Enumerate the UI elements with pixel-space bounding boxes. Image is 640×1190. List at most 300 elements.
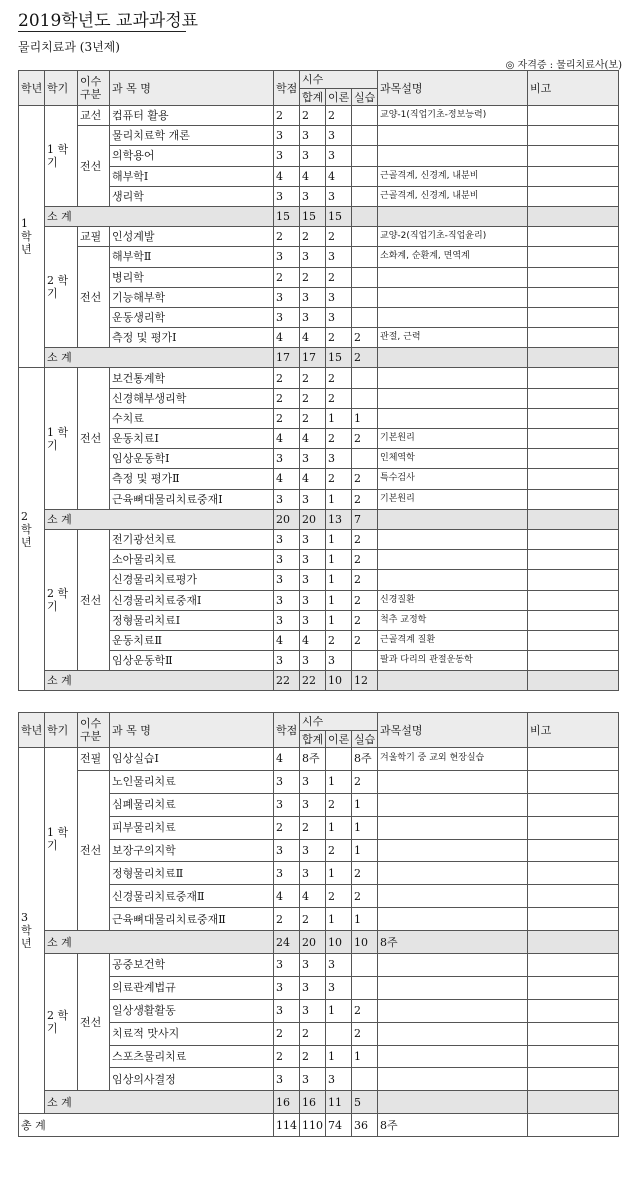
course-type: 교필	[78, 227, 110, 247]
note-cell	[528, 126, 619, 146]
course-description: 교양-1(직업기초-정보능력)	[378, 106, 528, 126]
hours-total-cell: 4	[300, 885, 326, 908]
course-name: 운동치료Ⅰ	[110, 429, 274, 449]
credit-cell: 3	[274, 976, 300, 999]
hours-total-cell: 4	[300, 630, 326, 650]
hours-practice-cell	[352, 388, 378, 408]
subtotal-description	[378, 206, 528, 226]
hours-theory-cell: 1	[326, 908, 352, 931]
table-header-row	[19, 713, 619, 731]
subtotal-label: 소 계	[45, 931, 274, 954]
course-name: 임상운동학Ⅰ	[110, 449, 274, 469]
subtotal-row	[19, 348, 619, 368]
hours-practice-cell: 2	[352, 348, 378, 368]
header-hours-practice: 실습	[352, 89, 378, 106]
course-description	[378, 388, 528, 408]
credit-cell: 2	[274, 227, 300, 247]
credit-cell: 4	[274, 469, 300, 489]
credit-cell: 4	[274, 429, 300, 449]
header-subject: 과 목 명	[110, 71, 274, 106]
hours-theory-cell: 1	[326, 862, 352, 885]
subtotal-description: 8주	[378, 931, 528, 954]
course-type: 전선	[78, 368, 110, 509]
header-subject: 과 목 명	[110, 713, 274, 748]
hours-practice-cell	[352, 651, 378, 671]
hours-theory-cell: 1	[326, 489, 352, 509]
header-description: 과목설명	[378, 71, 528, 106]
course-description	[378, 885, 528, 908]
course-name: 생리학	[110, 186, 274, 206]
course-name: 해부학Ⅰ	[110, 166, 274, 186]
subtotal-label: 소 계	[45, 1091, 274, 1114]
hours-practice-cell	[352, 247, 378, 267]
note-cell	[528, 748, 619, 771]
hours-total-cell: 3	[300, 862, 326, 885]
hours-theory-cell: 2	[326, 368, 352, 388]
hours-theory-cell: 1	[326, 816, 352, 839]
hours-practice-cell	[352, 206, 378, 226]
course-name: 보장구의지학	[110, 839, 274, 862]
hours-total-cell: 2	[300, 227, 326, 247]
hours-total-cell: 2	[300, 1045, 326, 1068]
hours-theory-cell: 2	[326, 793, 352, 816]
page-title: 2019학년도 교과과정표	[18, 11, 199, 31]
hours-theory-cell: 1	[326, 529, 352, 549]
course-name: 운동생리학	[110, 307, 274, 327]
hours-theory-cell: 3	[326, 651, 352, 671]
hours-total-cell: 3	[300, 186, 326, 206]
course-name: 신경물리치료중재Ⅱ	[110, 885, 274, 908]
credit-cell: 2	[274, 368, 300, 388]
credit-cell: 3	[274, 307, 300, 327]
hours-theory-cell	[326, 748, 352, 771]
course-name: 스포츠물리치료	[110, 1045, 274, 1068]
table-header-row	[19, 71, 619, 89]
course-name: 신경해부생리학	[110, 388, 274, 408]
note-cell	[528, 610, 619, 630]
course-description	[378, 550, 528, 570]
credit-cell: 2	[274, 267, 300, 287]
hours-total-cell: 3	[300, 287, 326, 307]
course-description: 근골격계 질환	[378, 630, 528, 650]
note-cell	[528, 388, 619, 408]
credit-cell: 4	[274, 328, 300, 348]
hours-theory-cell: 1	[326, 570, 352, 590]
credit-cell: 3	[274, 570, 300, 590]
hours-practice-cell	[352, 166, 378, 186]
hours-theory-cell: 3	[326, 976, 352, 999]
curriculum-table-grade-3	[18, 712, 619, 1137]
header-grade: 학년	[19, 713, 45, 748]
course-description	[378, 1068, 528, 1091]
note-cell	[528, 671, 619, 691]
hours-theory-cell: 3	[326, 954, 352, 977]
course-name: 의학용어	[110, 146, 274, 166]
credit-cell: 3	[274, 590, 300, 610]
course-description	[378, 146, 528, 166]
credit-cell: 4	[274, 166, 300, 186]
note-cell	[528, 630, 619, 650]
hours-practice-cell: 2	[352, 1022, 378, 1045]
hours-total-cell: 3	[300, 651, 326, 671]
note-cell	[528, 186, 619, 206]
curriculum-table-grades-1-2	[18, 70, 619, 691]
course-type: 전선	[78, 529, 110, 670]
hours-theory-cell: 3	[326, 449, 352, 469]
course-description: 기본원리	[378, 429, 528, 449]
subtotal-row	[19, 931, 619, 954]
hours-total-cell: 3	[300, 146, 326, 166]
credit-cell: 24	[274, 931, 300, 954]
hours-total-cell: 3	[300, 529, 326, 549]
credit-cell: 4	[274, 885, 300, 908]
course-description	[378, 976, 528, 999]
course-type: 교선	[78, 106, 110, 126]
subtotal-label: 소 계	[45, 206, 274, 226]
subtotal-label: 소 계	[45, 671, 274, 691]
hours-theory-cell: 2	[326, 429, 352, 449]
subtotal-description	[378, 671, 528, 691]
subtotal-row	[19, 509, 619, 529]
course-type: 전선	[78, 126, 110, 207]
course-description: 소화계, 순환계, 면역계	[378, 247, 528, 267]
semester-label: 2 학 기	[45, 954, 78, 1091]
course-description	[378, 408, 528, 428]
course-description	[378, 908, 528, 931]
note-cell	[528, 1091, 619, 1114]
note-cell	[528, 307, 619, 327]
credit-cell: 3	[274, 449, 300, 469]
hours-practice-cell: 1	[352, 408, 378, 428]
hours-practice-cell: 7	[352, 509, 378, 529]
hours-theory-cell: 2	[326, 328, 352, 348]
credit-cell: 3	[274, 610, 300, 630]
hours-practice-cell: 2	[352, 610, 378, 630]
hours-practice-cell: 2	[352, 529, 378, 549]
note-cell	[528, 529, 619, 549]
note-cell	[528, 954, 619, 977]
qualification-note: ◎ 자격증 : 물리치료사(보)	[505, 60, 622, 71]
hours-total-cell: 3	[300, 793, 326, 816]
course-description	[378, 1022, 528, 1045]
hours-total-cell: 22	[300, 671, 326, 691]
course-name: 정형물리치료Ⅰ	[110, 610, 274, 630]
note-cell	[528, 570, 619, 590]
course-row	[19, 368, 619, 388]
hours-theory-cell: 2	[326, 227, 352, 247]
note-cell	[528, 931, 619, 954]
hours-theory-cell: 1	[326, 1045, 352, 1068]
hours-theory-cell: 3	[326, 307, 352, 327]
credit-cell: 3	[274, 793, 300, 816]
course-description: 근골격계, 신경계, 내분비	[378, 166, 528, 186]
course-type: 전선	[78, 247, 110, 348]
hours-theory-cell: 3	[326, 186, 352, 206]
course-description: 신경질환	[378, 590, 528, 610]
hours-total-cell: 3	[300, 1068, 326, 1091]
hours-total-cell: 3	[300, 954, 326, 977]
hours-practice-cell: 2	[352, 862, 378, 885]
credit-cell: 3	[274, 839, 300, 862]
hours-total-cell: 20	[300, 931, 326, 954]
hours-practice-cell	[352, 106, 378, 126]
hours-total-cell: 3	[300, 570, 326, 590]
course-row	[19, 227, 619, 247]
course-row	[19, 529, 619, 549]
header-semester: 학기	[45, 713, 78, 748]
hours-total-cell: 3	[300, 489, 326, 509]
hours-practice-cell: 1	[352, 839, 378, 862]
hours-theory-cell: 1	[326, 590, 352, 610]
hours-theory-cell: 3	[326, 247, 352, 267]
header-hours-practice: 실습	[352, 731, 378, 748]
hours-theory-cell: 4	[326, 166, 352, 186]
semester-label: 1 학 기	[45, 368, 78, 509]
hours-practice-cell: 2	[352, 885, 378, 908]
course-type: 전선	[78, 954, 110, 1091]
hours-practice-cell: 2	[352, 590, 378, 610]
hours-practice-cell	[352, 287, 378, 307]
course-name: 정형물리치료Ⅱ	[110, 862, 274, 885]
hours-theory-cell: 74	[326, 1114, 352, 1137]
semester-label: 2 학 기	[45, 529, 78, 670]
hours-theory-cell: 2	[326, 885, 352, 908]
note-cell	[528, 206, 619, 226]
credit-cell: 3	[274, 529, 300, 549]
hours-total-cell: 8주	[300, 748, 326, 771]
course-name: 인성계발	[110, 227, 274, 247]
note-cell	[528, 489, 619, 509]
credit-cell: 3	[274, 862, 300, 885]
note-cell	[528, 862, 619, 885]
course-row	[19, 247, 619, 267]
hours-total-cell: 16	[300, 1091, 326, 1114]
course-name: 기능해부학	[110, 287, 274, 307]
hours-practice-cell: 2	[352, 550, 378, 570]
hours-theory-cell: 10	[326, 671, 352, 691]
course-description	[378, 839, 528, 862]
course-name: 신경물리치료평가	[110, 570, 274, 590]
note-cell	[528, 770, 619, 793]
hours-total-cell: 2	[300, 368, 326, 388]
header-note: 비고	[528, 713, 619, 748]
credit-cell: 3	[274, 489, 300, 509]
note-cell	[528, 449, 619, 469]
hours-practice-cell	[352, 227, 378, 247]
hours-practice-cell: 2	[352, 469, 378, 489]
hours-practice-cell	[352, 449, 378, 469]
hours-total-cell: 15	[300, 206, 326, 226]
course-row	[19, 748, 619, 771]
grand-total-description: 8주	[378, 1114, 528, 1137]
credit-cell: 3	[274, 1068, 300, 1091]
course-description: 교양-2(직업기초-직업윤리)	[378, 227, 528, 247]
hours-practice-cell	[352, 186, 378, 206]
hours-practice-cell: 12	[352, 671, 378, 691]
hours-practice-cell: 1	[352, 816, 378, 839]
course-description	[378, 368, 528, 388]
credit-cell: 3	[274, 770, 300, 793]
note-cell	[528, 509, 619, 529]
grand-total-row	[19, 1114, 619, 1137]
hours-total-cell: 3	[300, 999, 326, 1022]
credit-cell: 3	[274, 287, 300, 307]
hours-theory-cell: 15	[326, 206, 352, 226]
semester-label: 1 학 기	[45, 106, 78, 207]
course-name: 측정 및 평가Ⅰ	[110, 328, 274, 348]
hours-total-cell: 4	[300, 166, 326, 186]
course-description: 특수검사	[378, 469, 528, 489]
course-row	[19, 106, 619, 126]
hours-total-cell: 4	[300, 429, 326, 449]
course-type: 전선	[78, 770, 110, 930]
credit-cell: 2	[274, 408, 300, 428]
hours-practice-cell	[352, 976, 378, 999]
course-description	[378, 999, 528, 1022]
hours-theory-cell: 2	[326, 267, 352, 287]
hours-total-cell: 3	[300, 976, 326, 999]
course-name: 의료관계법규	[110, 976, 274, 999]
credit-cell: 4	[274, 630, 300, 650]
hours-theory-cell: 2	[326, 388, 352, 408]
course-description	[378, 1045, 528, 1068]
course-name: 치료적 맛사지	[110, 1022, 274, 1045]
credit-cell: 4	[274, 748, 300, 771]
hours-practice-cell: 2	[352, 328, 378, 348]
hours-practice-cell: 2	[352, 999, 378, 1022]
note-cell	[528, 1114, 619, 1137]
note-cell	[528, 839, 619, 862]
hours-theory-cell: 11	[326, 1091, 352, 1114]
note-cell	[528, 550, 619, 570]
hours-theory-cell: 1	[326, 408, 352, 428]
credit-cell: 2	[274, 1045, 300, 1068]
course-description: 근골격계, 신경계, 내분비	[378, 186, 528, 206]
note-cell	[528, 106, 619, 126]
course-description	[378, 126, 528, 146]
credit-cell: 2	[274, 816, 300, 839]
hours-theory-cell: 3	[326, 146, 352, 166]
hours-total-cell: 3	[300, 610, 326, 630]
note-cell	[528, 976, 619, 999]
course-description: 척추 교정학	[378, 610, 528, 630]
credit-cell: 2	[274, 388, 300, 408]
header-course-type: 이수 구분	[78, 71, 110, 106]
credit-cell: 3	[274, 999, 300, 1022]
course-description	[378, 287, 528, 307]
hours-practice-cell	[352, 1068, 378, 1091]
course-name: 소아물리치료	[110, 550, 274, 570]
hours-total-cell: 2	[300, 816, 326, 839]
note-cell	[528, 590, 619, 610]
course-name: 근육뼈대물리치료중재Ⅰ	[110, 489, 274, 509]
hours-theory-cell: 3	[326, 1068, 352, 1091]
course-name: 컴퓨터 활용	[110, 106, 274, 126]
hours-practice-cell	[352, 146, 378, 166]
hours-practice-cell: 1	[352, 1045, 378, 1068]
hours-total-cell: 2	[300, 908, 326, 931]
credit-cell: 2	[274, 1022, 300, 1045]
course-name: 심폐물리치료	[110, 793, 274, 816]
note-cell	[528, 651, 619, 671]
header-hours-theory: 이론	[326, 89, 352, 106]
note-cell	[528, 166, 619, 186]
title-underline	[18, 31, 186, 32]
course-description	[378, 570, 528, 590]
hours-theory-cell: 1	[326, 770, 352, 793]
course-description	[378, 307, 528, 327]
subtotal-description	[378, 348, 528, 368]
hours-practice-cell: 2	[352, 770, 378, 793]
credit-cell: 3	[274, 126, 300, 146]
course-row	[19, 770, 619, 793]
credit-cell: 3	[274, 651, 300, 671]
hours-theory-cell: 1	[326, 999, 352, 1022]
hours-total-cell: 4	[300, 469, 326, 489]
course-name: 임상의사결정	[110, 1068, 274, 1091]
header-credit: 학점	[274, 713, 300, 748]
credit-cell: 2	[274, 106, 300, 126]
credit-cell: 20	[274, 509, 300, 529]
hours-total-cell: 3	[300, 126, 326, 146]
course-description: 인체역학	[378, 449, 528, 469]
hours-total-cell: 2	[300, 106, 326, 126]
course-description	[378, 529, 528, 549]
hours-theory-cell: 2	[326, 839, 352, 862]
course-description: 겨울학기 중 교외 현장실습	[378, 748, 528, 771]
hours-theory-cell: 10	[326, 931, 352, 954]
semester-label: 1 학 기	[45, 748, 78, 931]
course-description	[378, 793, 528, 816]
note-cell	[528, 1068, 619, 1091]
grand-total-label: 총 계	[19, 1114, 274, 1137]
hours-total-cell: 17	[300, 348, 326, 368]
hours-practice-cell: 1	[352, 908, 378, 931]
course-description: 팔과 다리의 관절운동학	[378, 651, 528, 671]
note-cell	[528, 429, 619, 449]
header-hours: 시수	[300, 713, 378, 731]
subtotal-row	[19, 1091, 619, 1114]
grade-label: 1 학 년	[19, 106, 45, 368]
hours-practice-cell: 2	[352, 630, 378, 650]
hours-practice-cell: 1	[352, 793, 378, 816]
credit-cell: 2	[274, 908, 300, 931]
note-cell	[528, 885, 619, 908]
course-name: 물리치료학 개론	[110, 126, 274, 146]
header-semester: 학기	[45, 71, 78, 106]
hours-practice-cell	[352, 954, 378, 977]
hours-practice-cell: 8주	[352, 748, 378, 771]
subtotal-row	[19, 671, 619, 691]
course-description: 기본원리	[378, 489, 528, 509]
course-name: 공중보건학	[110, 954, 274, 977]
credit-cell: 3	[274, 550, 300, 570]
hours-practice-cell	[352, 267, 378, 287]
hours-theory-cell: 2	[326, 106, 352, 126]
hours-theory-cell: 2	[326, 630, 352, 650]
hours-theory-cell: 1	[326, 610, 352, 630]
hours-theory-cell	[326, 1022, 352, 1045]
course-name: 근육뼈대물리치료중재Ⅱ	[110, 908, 274, 931]
course-name: 전기광선치료	[110, 529, 274, 549]
hours-practice-cell	[352, 368, 378, 388]
hours-total-cell: 20	[300, 509, 326, 529]
course-description	[378, 267, 528, 287]
hours-theory-cell: 2	[326, 469, 352, 489]
department-subtitle: 물리치료과 (3년제)	[18, 40, 120, 54]
note-cell	[528, 368, 619, 388]
hours-practice-cell	[352, 307, 378, 327]
